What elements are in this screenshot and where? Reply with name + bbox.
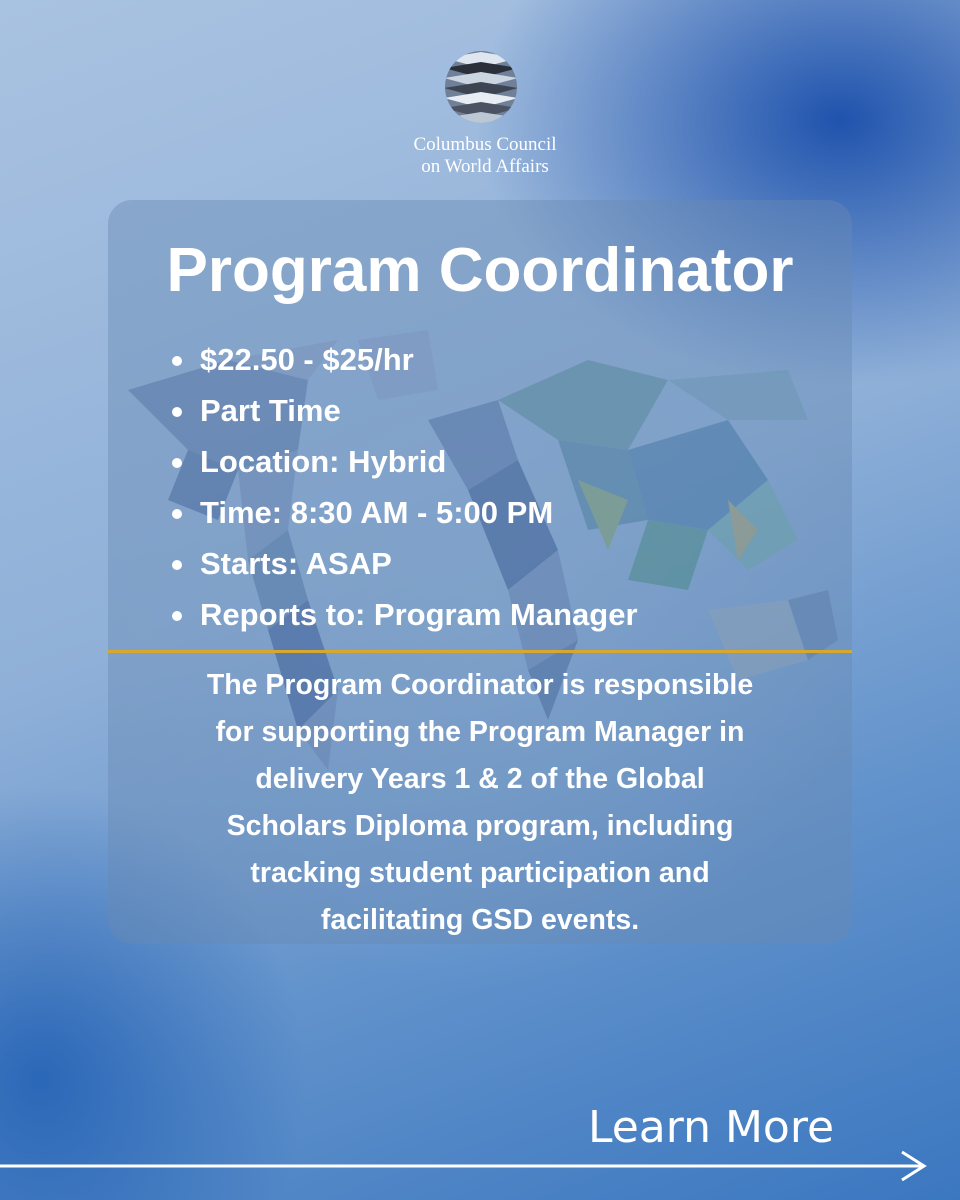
gold-divider: [108, 650, 852, 653]
detail-reports-to: Reports to: Program Manager: [164, 591, 638, 642]
arrow-right-icon[interactable]: [0, 1146, 930, 1186]
detail-type: Part Time: [164, 387, 638, 438]
job-card: [108, 200, 852, 944]
job-details-list: [164, 336, 638, 642]
org-name-line2: on World Affairs: [421, 156, 549, 177]
globe-logo-icon: [444, 50, 518, 124]
learn-more-link[interactable]: Learn More: [588, 1102, 835, 1153]
org-name-line1: Columbus Council: [413, 134, 557, 155]
job-title: Program Coordinator: [166, 236, 794, 305]
detail-time: Time: 8:30 AM - 5:00 PM: [164, 489, 638, 540]
job-description: The Program Coordinator is responsible for supporting the Program Manager in delivery Years 1 & 2 of the Global Scholars Diploma program, including tracking student participation and facilitating GSD events.: [206, 669, 754, 936]
detail-location: Location: Hybrid: [164, 438, 638, 489]
org-name: [380, 134, 590, 178]
detail-start: Starts: ASAP: [164, 540, 638, 591]
detail-pay: $22.50 - $25/hr: [164, 336, 638, 387]
